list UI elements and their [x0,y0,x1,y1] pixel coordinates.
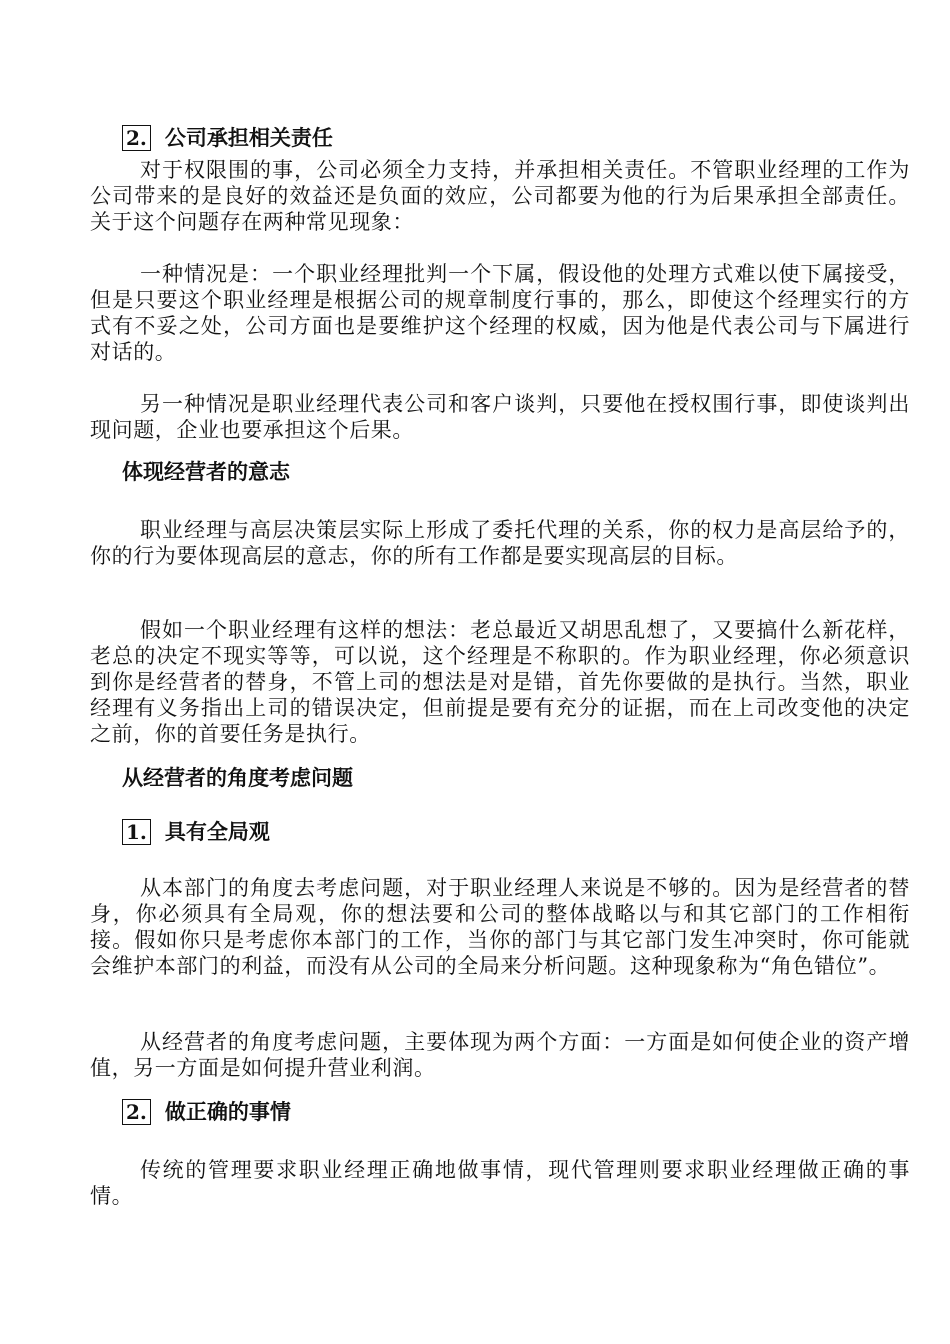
heading-text: 公司承担相关责任 [164,125,333,150]
paragraph-6: 从本部门的角度去考虑问题，对于职业经理人来说是不够的。因为是经营者的替身，你必须具有全局观，你的想法要和公司的整体战略以与和其它部门的工作相衔接。假如你只是考虑你本部门的工作，当你的部门与其它部门发生冲突时，你可能就会维护本部门的利益，而没有从公司的全局来分析问题。这种现象称为“角色错位”。 [90,876,910,978]
section-heading-global-view [122,818,270,846]
paragraph-3: 另一种情况是职业经理代表公司和客户谈判，只要他在授权围行事，即使谈判出现问题，企业也要承担这个后果。 [90,392,910,442]
paragraph-4: 职业经理与高层决策层实际上形成了委托代理的关系，你的权力是高层给予的，你的行为要体现高层的意志，你的所有工作都是要实现高层的目标。 [90,518,910,568]
heading-text: 体现经营者的意志 [122,459,290,484]
paragraph-8: 传统的管理要求职业经理正确地做事情，现代管理则要求职业经理做正确的事情。 [90,1158,910,1208]
paragraph-2: 一种情况是：一个职业经理批判一个下属，假设他的处理方式难以使下属接受，但是只要这个职业经理是根据公司的规章制度行事的，那么，即使这个经理实行的方式有不妥之处，公司方面也是要维护这个经理的权威，因为他是代表公司与下属进行对话的。 [90,262,910,364]
heading-text: 从经营者的角度考虑问题 [122,765,353,790]
section-heading-will [122,458,290,486]
heading-number: 2. [122,1099,151,1125]
heading-number: 2. [122,125,151,151]
section-heading-right-things [122,1098,291,1126]
paragraph-1: 对于权限围的事，公司必须全力支持，并承担相关责任。不管职业经理的工作为公司带来的是良好的效益还是负面的效应，公司都要为他的行为后果承担全部责任。关于这个问题存在两种常见现象： [90,158,910,234]
heading-text: 做正确的事情 [164,1099,291,1124]
heading-text: 具有全局观 [164,819,270,844]
heading-number: 1. [122,819,151,845]
section-heading-responsibility [122,124,333,152]
paragraph-5: 假如一个职业经理有这样的想法：老总最近又胡思乱想了，又要搞什么新花样，老总的决定不现实等等，可以说，这个经理是不称职的。作为职业经理，你必须意识到你是经营者的替身，不管上司的想法是对是错，首先你要做的是执行。当然，职业经理有义务指出上司的错误决定，但前提是要有充分的证据，而在上司改变他的决定之前，你的首要任务是执行。 [90,618,910,746]
paragraph-7: 从经营者的角度考虑问题，主要体现为两个方面：一方面是如何使企业的资产增值，另一方面是如何提升营业利润。 [90,1030,910,1080]
section-heading-perspective [122,764,353,792]
